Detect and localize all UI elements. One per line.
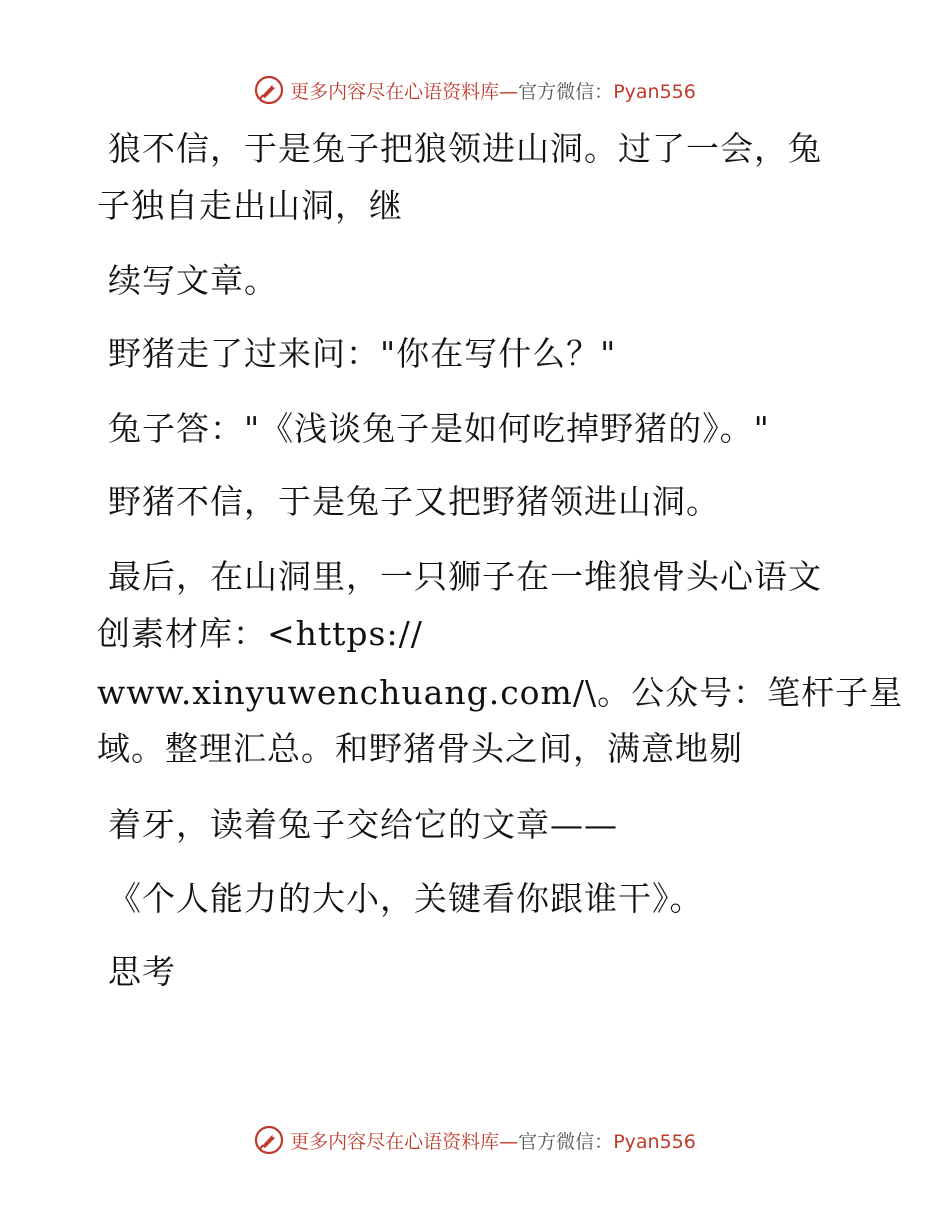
footer-banner: [0, 1120, 950, 1160]
header-wechat-label: 官方微信：: [518, 80, 614, 103]
body-line: 野猪走了过来问："你在写什么？": [108, 334, 617, 373]
footer-wechat-id: Pyan556: [613, 1130, 696, 1153]
body-line: 狼不信，于是兔子把狼领进山洞。过了一会，兔: [108, 129, 822, 168]
body-line: 野猪不信，于是兔子又把野猪领进山洞。: [108, 482, 720, 521]
header-brand: 更多内容尽在心语资料库—: [290, 80, 519, 103]
body-line: 子独自走出山洞，继: [97, 186, 403, 225]
body-line: 域。整理汇总。和野猪骨头之间，满意地剔: [97, 729, 743, 768]
body-line: 着牙，读着兔子交给它的文章——: [108, 805, 618, 844]
footer-text: [290, 1127, 696, 1154]
body-line: 思考: [108, 952, 176, 991]
header-wechat-id: Pyan556: [613, 80, 696, 103]
body-line: 创素材库：<https://: [97, 614, 423, 653]
body-line: www.xinyuwenchuang.com/\。公众号：笔杆子星: [97, 673, 904, 712]
body-line: 最后，在山洞里，一只狮子在一堆狼骨头心语文: [108, 557, 822, 596]
footer-brand: 更多内容尽在心语资料库—: [290, 1130, 519, 1153]
body-line: 兔子答："《浅谈兔子是如何吃掉野猪的》。": [108, 409, 770, 448]
body-line: 续写文章。: [108, 261, 278, 300]
pen-nib-icon: [254, 1125, 284, 1155]
body-line: 《个人能力的大小，关键看你跟谁干》。: [108, 879, 704, 918]
footer-wechat-label: 官方微信：: [518, 1130, 614, 1153]
